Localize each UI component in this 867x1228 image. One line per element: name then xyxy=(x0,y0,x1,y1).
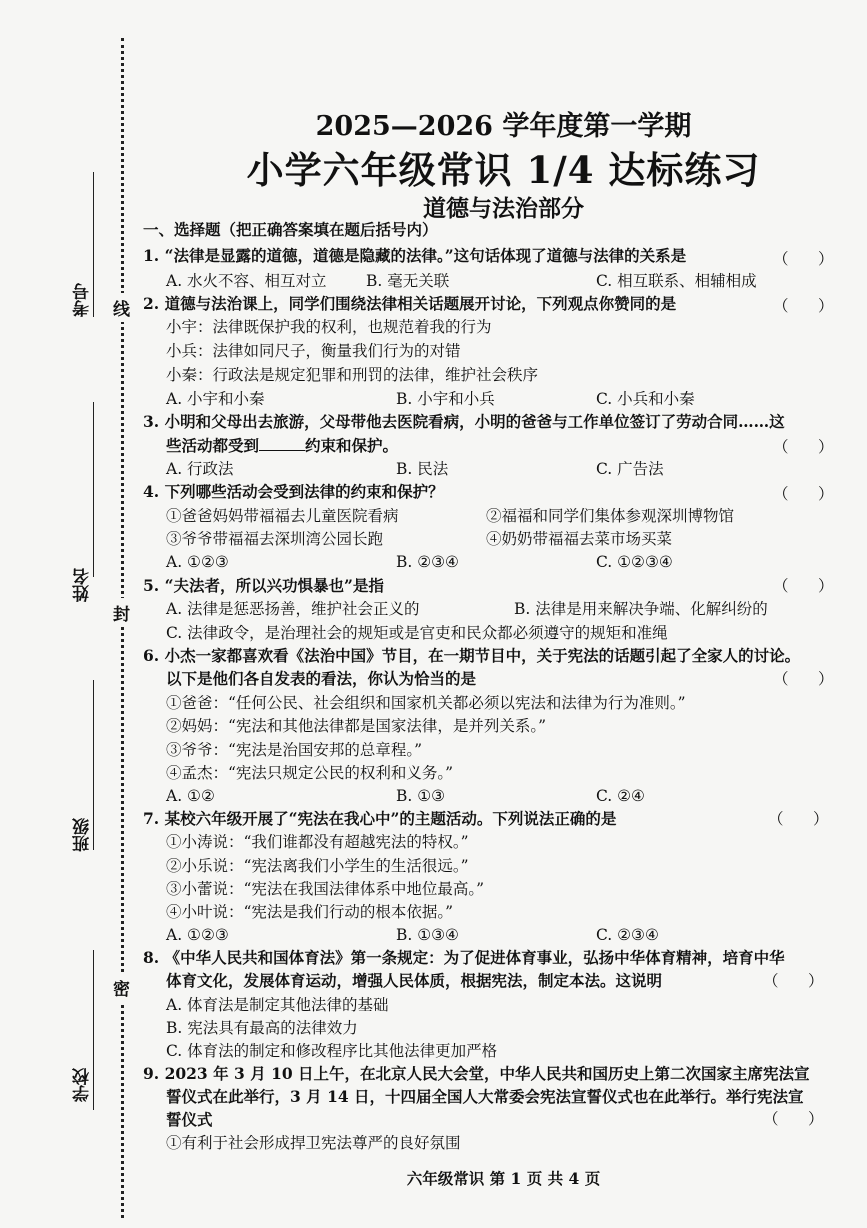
q7-option-a: A. ①②③ xyxy=(166,926,229,944)
q2-option-b: B. 小宇和小兵 xyxy=(396,390,495,408)
q2-option-c: C. 小兵和小秦 xyxy=(596,390,695,408)
q3-stem-line-1: 3. 小明和父母出去旅游，父母带他去医院看病，小明的爸爸与工作单位签订了劳动合同……这 xyxy=(143,412,785,431)
q4-item-4: ④奶奶带福福去菜市场买菜 xyxy=(486,530,673,548)
q1-option-a: A. 水火不容、相互对立 xyxy=(166,272,327,290)
q2-answer-bracket[interactable]: （ ） xyxy=(773,297,834,315)
q7-stem: 7. 某校六年级开展了“宪法在我心中”的主题活动。下列说法正确的是 xyxy=(143,809,617,828)
q9-statement-1: ①有利于社会形成捍卫宪法尊严的良好氛围 xyxy=(166,1134,461,1152)
q4-item-3: ③爷爷带福福去深圳湾公园长跑 xyxy=(166,530,384,548)
q6-view-2: ②妈妈：“宪法和其他法律都是国家法律，是并列关系。” xyxy=(166,717,547,735)
q6-option-c: C. ②④ xyxy=(596,787,645,805)
q3-stem-line-2 xyxy=(166,435,398,457)
q5-option-c: C. 法律政令，是治理社会的规矩或是官吏和民众都必须遵守的规矩和准绳 xyxy=(166,624,668,642)
q4-item-2: ②福福和同学们集体参观深圳博物馆 xyxy=(486,507,735,525)
q1-stem: 1. “法律是显露的道德，道德是隐藏的法律。”这句话体现了道德与法律的关系是 xyxy=(143,246,687,265)
q2-stem: 2. 道德与法治课上，同学们围绕法律相关话题展开讨论，下列观点你赞同的是 xyxy=(143,294,677,313)
q5-stem: 5. “夫法者，所以兴功惧暴也”是指 xyxy=(143,576,384,595)
q6-option-a: A. ①② xyxy=(166,787,215,805)
school-line xyxy=(93,950,94,1110)
section-heading: 一、选择题（把正确答案填在题后括号内） xyxy=(143,220,438,239)
exam-number-label: 考号 xyxy=(73,283,93,317)
q2-option-a: A. 小宇和小秦 xyxy=(166,390,265,408)
seal-close-char: 密 xyxy=(113,973,130,1002)
q7-option-b: B. ①③④ xyxy=(396,926,459,944)
page-footer: 六年级常识 第 1 页 共 4 页 xyxy=(406,1169,601,1188)
q3-stem-part-a: 些活动都受到 xyxy=(166,436,260,455)
q5-option-a: A. 法律是惩恶扬善，维护社会正义的 xyxy=(166,600,420,618)
q8-option-a: A. 体育法是制定其他法律的基础 xyxy=(166,996,389,1014)
q7-statement-1: ①小涛说：“我们谁都没有超越宪法的特权。” xyxy=(166,833,469,851)
q3-answer-bracket[interactable]: （ ） xyxy=(773,438,834,456)
q8-answer-bracket[interactable]: （ ） xyxy=(763,972,824,990)
q3-option-b: B. 民法 xyxy=(396,460,449,478)
school-year-title: 2025—2026 学年度第一学期 xyxy=(315,111,692,142)
exam-title: 小学六年级常识 1/4 达标练习 xyxy=(246,148,761,192)
q2-statement-2: 小兵：法律如同尺子，衡量我们行为的对错 xyxy=(166,342,461,360)
q5-option-b: B. 法律是用来解决争端、化解纠纷的 xyxy=(514,600,768,618)
q7-statement-4: ④小叶说：“宪法是我们行动的根本依据。” xyxy=(166,903,454,921)
q6-stem-line-2: 以下是他们各自发表的看法，你认为恰当的是 xyxy=(166,669,477,688)
q7-statement-2: ②小乐说：“宪法离我们小学生的生活很远。” xyxy=(166,857,469,875)
q2-statement-3: 小秦：行政法是规定犯罪和刑罚的法律，维护社会秩序 xyxy=(166,366,539,384)
q5-answer-bracket[interactable]: （ ） xyxy=(773,577,834,595)
q4-option-b: B. ②③④ xyxy=(396,553,459,571)
q6-stem-line-1: 6. 小杰一家都喜欢看《法治中国》节目，在一期节目中，关于宪法的话题引起了全家人的讨论。 xyxy=(143,646,801,665)
class-line xyxy=(93,680,94,850)
seal-seal-char: 封 xyxy=(113,598,130,627)
q4-item-1: ①爸爸妈妈带福福去儿童医院看病 xyxy=(166,507,399,525)
exam-number-line xyxy=(93,172,94,317)
q9-answer-bracket[interactable]: （ ） xyxy=(763,1110,824,1128)
q6-view-4: ④孟杰：“宪法只规定公民的权利和义务。” xyxy=(166,764,454,782)
q6-view-3: ③爷爷：“宪法是治国安邦的总章程。” xyxy=(166,741,423,759)
seal-line-char: 线 xyxy=(113,293,130,322)
q3-stem-part-b: 约束和保护。 xyxy=(305,436,399,455)
q7-answer-bracket[interactable]: （ ） xyxy=(768,810,829,828)
q1-option-b: B. 毫无关联 xyxy=(366,272,450,290)
q8-option-b: B. 宪法具有最高的法律效力 xyxy=(166,1019,358,1037)
q6-view-1: ①爸爸：“任何公民、社会组织和国家机关都必须以宪法和法律为行为准则。” xyxy=(166,694,686,712)
q4-option-a: A. ①②③ xyxy=(166,553,229,571)
q6-option-b: B. ①③ xyxy=(396,787,446,805)
q2-statement-1: 小宇：法律既保护我的权利，也规范着我的行为 xyxy=(166,318,492,336)
q9-stem-line-3: 誓仪式 xyxy=(166,1110,213,1129)
q4-answer-bracket[interactable]: （ ） xyxy=(773,485,834,503)
q3-fill-blank[interactable] xyxy=(259,436,305,451)
binding-dotted-line xyxy=(121,38,124,1218)
q7-option-c: C. ②③④ xyxy=(596,926,659,944)
q3-option-c: C. 广告法 xyxy=(596,460,664,478)
school-label: 学校 xyxy=(73,1068,93,1102)
q8-stem-line-1: 8. 《中华人民共和国体育法》第一条规定：为了促进体育事业，弘扬中华体育精神，培育中华 xyxy=(143,948,785,967)
q9-stem-line-1: 9. 2023 年 3 月 10 日上午，在北京人民大会堂，中华人民共和国历史上第二次国家主席宪法宣 xyxy=(143,1064,810,1083)
q1-option-c: C. 相互联系、相辅相成 xyxy=(596,272,757,290)
class-label: 班级 xyxy=(73,818,93,852)
name-line xyxy=(93,402,94,577)
part-title: 道德与法治部分 xyxy=(423,195,584,222)
q6-answer-bracket[interactable]: （ ） xyxy=(773,670,834,688)
q9-stem-line-2: 誓仪式在此举行，3 月 14 日，十四届全国人大常委会宪法宣誓仪式也在此举行。举行宪法宣 xyxy=(166,1087,804,1106)
q7-statement-3: ③小蕾说：“宪法在我国法律体系中地位最高。” xyxy=(166,880,485,898)
q4-option-c: C. ①②③④ xyxy=(596,553,673,571)
q4-stem: 4. 下列哪些活动会受到法律的约束和保护？ xyxy=(143,482,444,501)
q1-answer-bracket[interactable]: （ ） xyxy=(773,250,834,268)
name-label: 姓名 xyxy=(73,568,93,602)
q8-stem-line-2: 体育文化，发展体育运动，增强人民体质，根据宪法，制定本法。这说明 xyxy=(166,971,663,990)
q3-option-a: A. 行政法 xyxy=(166,460,234,478)
q8-option-c: C. 体育法的制定和修改程序比其他法律更加严格 xyxy=(166,1042,498,1060)
